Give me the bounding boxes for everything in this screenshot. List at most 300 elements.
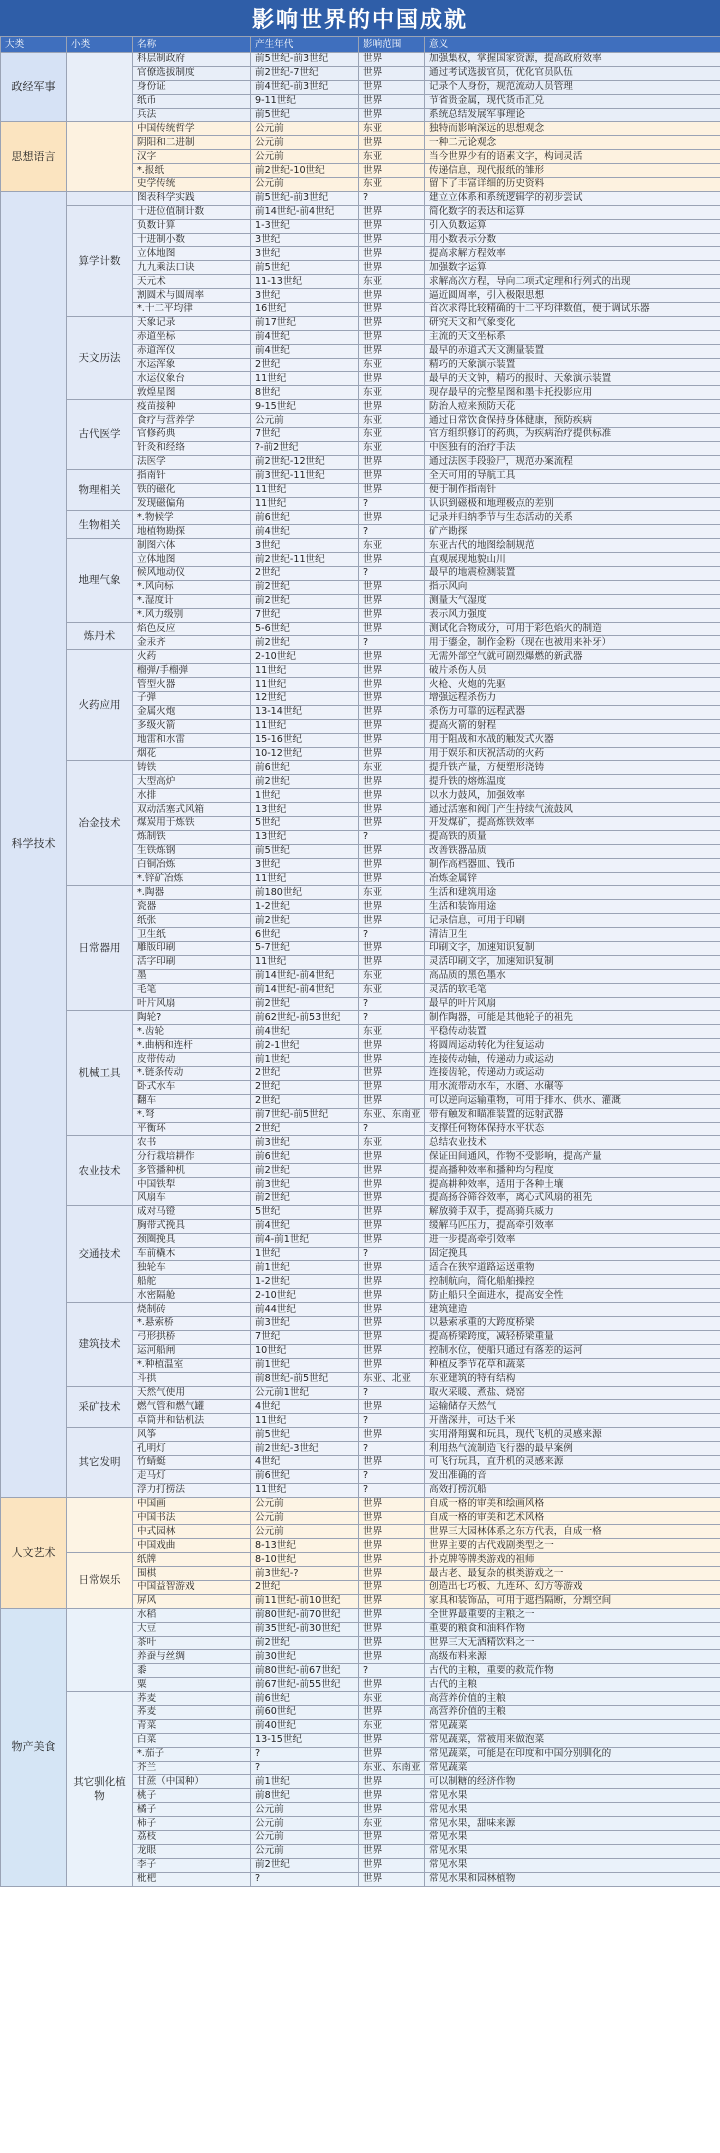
significance-cell: 破片杀伤人员 <box>425 664 720 678</box>
name-cell: 中国铁犁 <box>133 1178 251 1192</box>
scope-cell: 世界 <box>359 164 425 178</box>
era-cell: ?-前2世纪 <box>251 441 359 455</box>
category-cell: 人文艺术 <box>1 1497 67 1608</box>
era-cell: 前3世纪-11世纪 <box>251 469 359 483</box>
scope-cell: 世界 <box>359 955 425 969</box>
name-cell: 围棋 <box>133 1567 251 1581</box>
significance-cell: 最古老、最复杂的棋类游戏之一 <box>425 1567 720 1581</box>
name-cell: 农书 <box>133 1136 251 1150</box>
significance-cell: 通过考试选拔官员，优化官员队伍 <box>425 66 720 80</box>
subcategory-cell: 生物相关 <box>67 511 133 539</box>
scope-cell: 东亚 <box>359 275 425 289</box>
era-cell: 4世纪 <box>251 1400 359 1414</box>
name-cell: 金属火炮 <box>133 705 251 719</box>
era-cell: 前8世纪-前5世纪 <box>251 1372 359 1386</box>
name-cell: 中国书法 <box>133 1511 251 1525</box>
significance-cell: 世界主要的古代戏剧类型之一 <box>425 1539 720 1553</box>
scope-cell: ? <box>359 1483 425 1497</box>
name-cell: 颈圈挽具 <box>133 1233 251 1247</box>
scope-cell: 世界 <box>359 1219 425 1233</box>
era-cell: 13-15世纪 <box>251 1733 359 1747</box>
name-cell: 食疗与营养学 <box>133 414 251 428</box>
scope-cell: 世界 <box>359 1455 425 1469</box>
era-cell: 前3世纪 <box>251 1178 359 1192</box>
name-cell: 荞麦 <box>133 1705 251 1719</box>
name-cell: *.锌矿冶炼 <box>133 872 251 886</box>
significance-cell: 认识到磁极和地理极点的差别 <box>425 497 720 511</box>
scope-cell: 世界 <box>359 580 425 594</box>
era-cell: 1世纪 <box>251 1247 359 1261</box>
significance-cell: 可以逆向运输重物，可用于排水、供水、灌溉 <box>425 1094 720 1108</box>
scope-cell: ? <box>359 497 425 511</box>
name-cell: 天元术 <box>133 275 251 289</box>
scope-cell: ? <box>359 1664 425 1678</box>
significance-cell: 首次求得比较精确的十二平均律数值，便于调试乐器 <box>425 303 720 317</box>
scope-cell: ? <box>359 525 425 539</box>
significance-cell: 支撑任何物体保持水平状态 <box>425 1122 720 1136</box>
significance-cell: 最早的叶片风扇 <box>425 997 720 1011</box>
scope-cell: 世界 <box>359 469 425 483</box>
era-cell: 3世纪 <box>251 539 359 553</box>
significance-cell: 提高扬谷筛谷效率，离心式风扇的祖先 <box>425 1192 720 1206</box>
significance-cell: 中医独有的治疗手法 <box>425 441 720 455</box>
significance-cell: 进一步提高牵引效率 <box>425 1233 720 1247</box>
significance-cell: 最早的天文钟，精巧的报时、天象演示装置 <box>425 372 720 386</box>
era-cell: 11世纪 <box>251 664 359 678</box>
scope-cell: 世界 <box>359 1400 425 1414</box>
scope-cell: 世界 <box>359 844 425 858</box>
name-cell: *.十二平均律 <box>133 303 251 317</box>
name-cell: 敦煌星图 <box>133 386 251 400</box>
scope-cell: 世界 <box>359 219 425 233</box>
significance-cell: 常见蔬菜，常被用来做泡菜 <box>425 1733 720 1747</box>
significance-cell: 固定挽具 <box>425 1247 720 1261</box>
name-cell: 立体地图 <box>133 553 251 567</box>
scope-cell: 世界 <box>359 1678 425 1692</box>
era-cell: 3世纪 <box>251 858 359 872</box>
significance-cell: 家具和装饰品，可用于遮挡隔断，分割空间 <box>425 1594 720 1608</box>
scope-cell: 世界 <box>359 650 425 664</box>
scope-cell: 东亚 <box>359 761 425 775</box>
name-cell: 铸铁 <box>133 761 251 775</box>
era-cell: 8-13世纪 <box>251 1539 359 1553</box>
era-cell: 前2世纪-3世纪 <box>251 1442 359 1456</box>
name-cell: 榴弹/手榴弹 <box>133 664 251 678</box>
name-cell: 疫苗接种 <box>133 400 251 414</box>
scope-cell: 世界 <box>359 1192 425 1206</box>
significance-cell: 防止船只全面进水，提高安全性 <box>425 1289 720 1303</box>
table-row <box>1 122 720 136</box>
name-cell: 多管播种机 <box>133 1164 251 1178</box>
significance-cell: 常见水果 <box>425 1789 720 1803</box>
significance-cell: 官方组织修订的药典，为疾病治疗提供标准 <box>425 428 720 442</box>
scope-cell: 世界 <box>359 1747 425 1761</box>
scope-cell: 世界 <box>359 803 425 817</box>
subcategory-cell: 炼丹术 <box>67 622 133 650</box>
significance-cell: 以悬索承重的大跨度桥梁 <box>425 1317 720 1331</box>
name-cell: 荔枝 <box>133 1831 251 1845</box>
scope-cell: 东亚 <box>359 428 425 442</box>
era-cell: 前5世纪 <box>251 1428 359 1442</box>
significance-cell: 全天可用的导航工具 <box>425 469 720 483</box>
significance-cell: 重要的粮食和油料作物 <box>425 1622 720 1636</box>
name-cell: 法医学 <box>133 455 251 469</box>
significance-cell: 种植反季节花草和蔬菜 <box>425 1358 720 1372</box>
era-cell: 2-10世纪 <box>251 1289 359 1303</box>
significance-cell: 保证田间通风，作物不受影响，提高产量 <box>425 1150 720 1164</box>
subcategory-cell: 古代医学 <box>67 400 133 469</box>
scope-cell: 世界 <box>359 372 425 386</box>
name-cell: *.弩 <box>133 1108 251 1122</box>
table-row <box>1 400 720 414</box>
header-scope: 影响范围 <box>359 37 425 53</box>
name-cell: 中国戏曲 <box>133 1539 251 1553</box>
scope-cell: 世界 <box>359 1039 425 1053</box>
name-cell: 焰色反应 <box>133 622 251 636</box>
significance-cell: 总结农业技术 <box>425 1136 720 1150</box>
subcategory-cell <box>67 53 133 122</box>
scope-cell: 世界 <box>359 775 425 789</box>
table-body <box>1 53 720 1887</box>
scope-cell: 世界 <box>359 330 425 344</box>
era-cell: 1-2世纪 <box>251 900 359 914</box>
name-cell: 分行栽培耕作 <box>133 1150 251 1164</box>
name-cell: 九九乘法口诀 <box>133 261 251 275</box>
significance-cell: 灵活印刷文字，加速知识复制 <box>425 955 720 969</box>
scope-cell: 世界 <box>359 1205 425 1219</box>
name-cell: 孔明灯 <box>133 1442 251 1456</box>
significance-cell: 增强远程杀伤力 <box>425 691 720 705</box>
era-cell: 前2世纪 <box>251 1858 359 1872</box>
name-cell: 管型火器 <box>133 678 251 692</box>
significance-cell: 提高火箭的射程 <box>425 719 720 733</box>
significance-cell: 高营养价值的主粮 <box>425 1705 720 1719</box>
era-cell: 前6世纪 <box>251 1692 359 1706</box>
significance-cell: 生活和装饰用途 <box>425 900 720 914</box>
scope-cell: 世界 <box>359 719 425 733</box>
scope-cell: 世界 <box>359 1844 425 1858</box>
subcategory-cell: 火药应用 <box>67 650 133 761</box>
name-cell: 黍 <box>133 1664 251 1678</box>
significance-cell: 节省贵金属，现代货币汇兑 <box>425 94 720 108</box>
significance-cell: 印刷文字，加速知识复制 <box>425 942 720 956</box>
name-cell: 史学传统 <box>133 178 251 192</box>
era-cell: 11世纪 <box>251 678 359 692</box>
scope-cell: 世界 <box>359 80 425 94</box>
significance-cell: 矿产勘探 <box>425 525 720 539</box>
significance-cell: 加强数字运算 <box>425 261 720 275</box>
name-cell: 水运仪象台 <box>133 372 251 386</box>
scope-cell: 世界 <box>359 1094 425 1108</box>
scope-cell: 世界 <box>359 733 425 747</box>
name-cell: 水运浑象 <box>133 358 251 372</box>
significance-cell: 当今世界少有的语素文字，构词灵活 <box>425 150 720 164</box>
name-cell: 甘蔗（中国种） <box>133 1775 251 1789</box>
scope-cell: ? <box>359 1386 425 1400</box>
significance-cell: 利用热气流制造飞行器的最早案例 <box>425 1442 720 1456</box>
era-cell: 公元前 <box>251 1497 359 1511</box>
scope-cell: 世界 <box>359 247 425 261</box>
era-cell: 前8世纪 <box>251 1789 359 1803</box>
significance-cell: 常见蔬菜 <box>425 1719 720 1733</box>
scope-cell: 世界 <box>359 205 425 219</box>
name-cell: 柿子 <box>133 1817 251 1831</box>
significance-cell: 制作高档器皿、钱币 <box>425 858 720 872</box>
name-cell: *.物候学 <box>133 511 251 525</box>
scope-cell: 东亚 <box>359 150 425 164</box>
table-row <box>1 53 720 67</box>
category-cell: 政经军事 <box>1 53 67 122</box>
name-cell: *.链条传动 <box>133 1067 251 1081</box>
name-cell: 茶叶 <box>133 1636 251 1650</box>
table-row <box>1 1497 720 1511</box>
subcategory-cell: 建筑技术 <box>67 1303 133 1386</box>
era-cell: 前4-前1世纪 <box>251 1233 359 1247</box>
era-cell: 前4世纪-前3世纪 <box>251 80 359 94</box>
significance-cell: 适合在狭窄道路运送重物 <box>425 1261 720 1275</box>
significance-cell: 直观展现地貌山川 <box>425 553 720 567</box>
era-cell: 13世纪 <box>251 830 359 844</box>
significance-cell: 可以制糖的经济作物 <box>425 1775 720 1789</box>
significance-cell: 冶炼金属锌 <box>425 872 720 886</box>
scope-cell: 世界 <box>359 1608 425 1622</box>
name-cell: 烧制砖 <box>133 1303 251 1317</box>
significance-cell: 生活和建筑用途 <box>425 886 720 900</box>
era-cell: 前67世纪-前55世纪 <box>251 1678 359 1692</box>
scope-cell: 世界 <box>359 1775 425 1789</box>
significance-cell: 自成一格的审美和绘画风格 <box>425 1497 720 1511</box>
era-cell: 16世纪 <box>251 303 359 317</box>
scope-cell: 世界 <box>359 511 425 525</box>
era-cell: 7世纪 <box>251 428 359 442</box>
scope-cell: 世界 <box>359 747 425 761</box>
significance-cell: 创造出七巧板、九连环、幻方等游戏 <box>425 1580 720 1594</box>
significance-cell: 提高播种效率和播种均匀程度 <box>425 1164 720 1178</box>
scope-cell: 世界 <box>359 816 425 830</box>
era-cell: 前60世纪 <box>251 1705 359 1719</box>
name-cell: *.曲柄和连杆 <box>133 1039 251 1053</box>
name-cell: 天象记录 <box>133 316 251 330</box>
era-cell: 15-16世纪 <box>251 733 359 747</box>
name-cell: 桃子 <box>133 1789 251 1803</box>
scope-cell: 世界 <box>359 1803 425 1817</box>
name-cell: 独轮车 <box>133 1261 251 1275</box>
name-cell: *.报纸 <box>133 164 251 178</box>
era-cell: 前2世纪 <box>251 997 359 1011</box>
name-cell: 官僚选拔制度 <box>133 66 251 80</box>
era-cell: 前6世纪 <box>251 1469 359 1483</box>
subcategory-cell: 交通技术 <box>67 1205 133 1302</box>
era-cell: 前2世纪 <box>251 1192 359 1206</box>
significance-cell: 运输储存天然气 <box>425 1400 720 1414</box>
scope-cell: 东亚 <box>359 1136 425 1150</box>
significance-cell: 连接传动轴，传递动力或运动 <box>425 1053 720 1067</box>
era-cell: 3世纪 <box>251 247 359 261</box>
subcategory-cell: 地理气象 <box>67 539 133 622</box>
name-cell: 白菜 <box>133 1733 251 1747</box>
era-cell: 前35世纪-前30世纪 <box>251 1622 359 1636</box>
scope-cell: 世界 <box>359 1080 425 1094</box>
scope-cell: 世界 <box>359 1303 425 1317</box>
name-cell: 中国画 <box>133 1497 251 1511</box>
significance-cell: 防治人痘来预防天花 <box>425 400 720 414</box>
scope-cell: 世界 <box>359 316 425 330</box>
era-cell: 前5世纪 <box>251 108 359 122</box>
era-cell: 公元前 <box>251 414 359 428</box>
significance-cell: 逼近圆周率，引入极限思想 <box>425 289 720 303</box>
scope-cell: 世界 <box>359 622 425 636</box>
scope-cell: 世界 <box>359 1872 425 1886</box>
significance-cell: 连接齿轮，传递动力或运动 <box>425 1067 720 1081</box>
name-cell: 纸张 <box>133 914 251 928</box>
name-cell: 割圆术与圆周率 <box>133 289 251 303</box>
era-cell: 6世纪 <box>251 928 359 942</box>
scope-cell: 东亚 <box>359 1692 425 1706</box>
era-cell: 2世纪 <box>251 566 359 580</box>
era-cell: 5-6世纪 <box>251 622 359 636</box>
name-cell: 胸带式挽具 <box>133 1219 251 1233</box>
name-cell: 十进位值制计数 <box>133 205 251 219</box>
scope-cell: 世界 <box>359 1164 425 1178</box>
name-cell: 风扇车 <box>133 1192 251 1206</box>
name-cell: *.悬索桥 <box>133 1317 251 1331</box>
name-cell: 车前橇木 <box>133 1247 251 1261</box>
significance-cell: 用水流带动水车，水磨、水碾等 <box>425 1080 720 1094</box>
era-cell: 前2世纪-10世纪 <box>251 164 359 178</box>
era-cell: 前44世纪 <box>251 1303 359 1317</box>
era-cell: 11世纪 <box>251 372 359 386</box>
era-cell: 公元前 <box>251 1511 359 1525</box>
scope-cell: 世界 <box>359 1150 425 1164</box>
significance-cell: 自成一格的审美和艺术风格 <box>425 1511 720 1525</box>
scope-cell: 世界 <box>359 1053 425 1067</box>
significance-cell: 提升铁产量，方便塑形浇铸 <box>425 761 720 775</box>
subcategory-cell <box>67 191 133 205</box>
name-cell: 水排 <box>133 789 251 803</box>
scope-cell: 世界 <box>359 1233 425 1247</box>
name-cell: 雕版印刷 <box>133 942 251 956</box>
category-cell: 物产美食 <box>1 1608 67 1886</box>
name-cell: 风筝 <box>133 1428 251 1442</box>
subcategory-cell: 算学计数 <box>67 205 133 316</box>
significance-cell: 解放骑手双手，提高骑兵威力 <box>425 1205 720 1219</box>
name-cell: 屏风 <box>133 1594 251 1608</box>
name-cell: 荞麦 <box>133 1692 251 1706</box>
scope-cell: 世界 <box>359 1525 425 1539</box>
scope-cell: ? <box>359 1122 425 1136</box>
significance-cell: 独特而影响深远的思想观念 <box>425 122 720 136</box>
era-cell: 前2世纪 <box>251 636 359 650</box>
scope-cell: 东亚 <box>359 539 425 553</box>
era-cell: 公元前 <box>251 1831 359 1845</box>
significance-cell: 古代的主粮 <box>425 1678 720 1692</box>
significance-cell: 通过活塞和阀门产生持续气流鼓风 <box>425 803 720 817</box>
scope-cell: 世界 <box>359 1594 425 1608</box>
significance-cell: 以水力鼓风，加强效率 <box>425 789 720 803</box>
significance-cell: 指示风向 <box>425 580 720 594</box>
table-row <box>1 1553 720 1567</box>
era-cell: 前3世纪-? <box>251 1567 359 1581</box>
scope-cell: 世界 <box>359 1275 425 1289</box>
name-cell: 成对马镫 <box>133 1205 251 1219</box>
era-cell: 前4世纪 <box>251 525 359 539</box>
era-cell: 前3世纪 <box>251 1317 359 1331</box>
era-cell: 8世纪 <box>251 386 359 400</box>
significance-cell: 清洁卫生 <box>425 928 720 942</box>
scope-cell: 东亚 <box>359 1817 425 1831</box>
table-row <box>1 1386 720 1400</box>
scope-cell: 世界 <box>359 1567 425 1581</box>
scope-cell: 世界 <box>359 1330 425 1344</box>
scope-cell: 世界 <box>359 678 425 692</box>
category-cell: 科学技术 <box>1 191 67 1497</box>
significance-cell: 常见水果，甜味来源 <box>425 1817 720 1831</box>
name-cell: 毛笔 <box>133 983 251 997</box>
table-row <box>1 1303 720 1317</box>
subcategory-cell: 日常器用 <box>67 886 133 1011</box>
name-cell: 阴阳和二进制 <box>133 136 251 150</box>
era-cell: 前1世纪 <box>251 1775 359 1789</box>
era-cell: 前2-1世纪 <box>251 1039 359 1053</box>
significance-cell: 提高桥梁跨度，减轻桥梁重量 <box>425 1330 720 1344</box>
name-cell: 负数计算 <box>133 219 251 233</box>
era-cell: ? <box>251 1761 359 1775</box>
era-cell: 前14世纪-前4世纪 <box>251 983 359 997</box>
scope-cell: 世界 <box>359 1622 425 1636</box>
subcategory-cell <box>67 1608 133 1691</box>
era-cell: 2-10世纪 <box>251 650 359 664</box>
significance-cell: 表示风力强度 <box>425 608 720 622</box>
scope-cell: 世界 <box>359 1789 425 1803</box>
name-cell: 浮力打捞法 <box>133 1483 251 1497</box>
scope-cell: 世界 <box>359 1261 425 1275</box>
era-cell: 13世纪 <box>251 803 359 817</box>
significance-cell: 高效打捞沉船 <box>425 1483 720 1497</box>
era-cell: 前2世纪 <box>251 1164 359 1178</box>
name-cell: 青菜 <box>133 1719 251 1733</box>
era-cell: 公元前 <box>251 178 359 192</box>
header-era: 产生年代 <box>251 37 359 53</box>
scope-cell: 世界 <box>359 1831 425 1845</box>
era-cell: 2世纪 <box>251 1094 359 1108</box>
significance-cell: 制作陶器，可能是其他轮子的祖先 <box>425 1011 720 1025</box>
name-cell: 船舵 <box>133 1275 251 1289</box>
name-cell: 十进制小数 <box>133 233 251 247</box>
name-cell: 橘子 <box>133 1803 251 1817</box>
scope-cell: 东亚、东南亚 <box>359 1761 425 1775</box>
era-cell: ? <box>251 1747 359 1761</box>
era-cell: 10世纪 <box>251 1344 359 1358</box>
scope-cell: 世界 <box>359 942 425 956</box>
era-cell: 前2世纪-12世纪 <box>251 455 359 469</box>
era-cell: 1-2世纪 <box>251 1275 359 1289</box>
table-row <box>1 191 720 205</box>
scope-cell: 世界 <box>359 858 425 872</box>
scope-cell: 世界 <box>359 1511 425 1525</box>
era-cell: 公元前 <box>251 1817 359 1831</box>
scope-cell: 世界 <box>359 789 425 803</box>
name-cell: 运河船闸 <box>133 1344 251 1358</box>
scope-cell: ? <box>359 1414 425 1428</box>
era-cell: 2世纪 <box>251 1580 359 1594</box>
scope-cell: ? <box>359 1442 425 1456</box>
era-cell: 前3世纪 <box>251 1136 359 1150</box>
scope-cell: ? <box>359 830 425 844</box>
era-cell: 前11世纪-前10世纪 <box>251 1594 359 1608</box>
era-cell: 3世纪 <box>251 233 359 247</box>
name-cell: *.齿轮 <box>133 1025 251 1039</box>
significance-cell: 高营养价值的主粮 <box>425 1692 720 1706</box>
